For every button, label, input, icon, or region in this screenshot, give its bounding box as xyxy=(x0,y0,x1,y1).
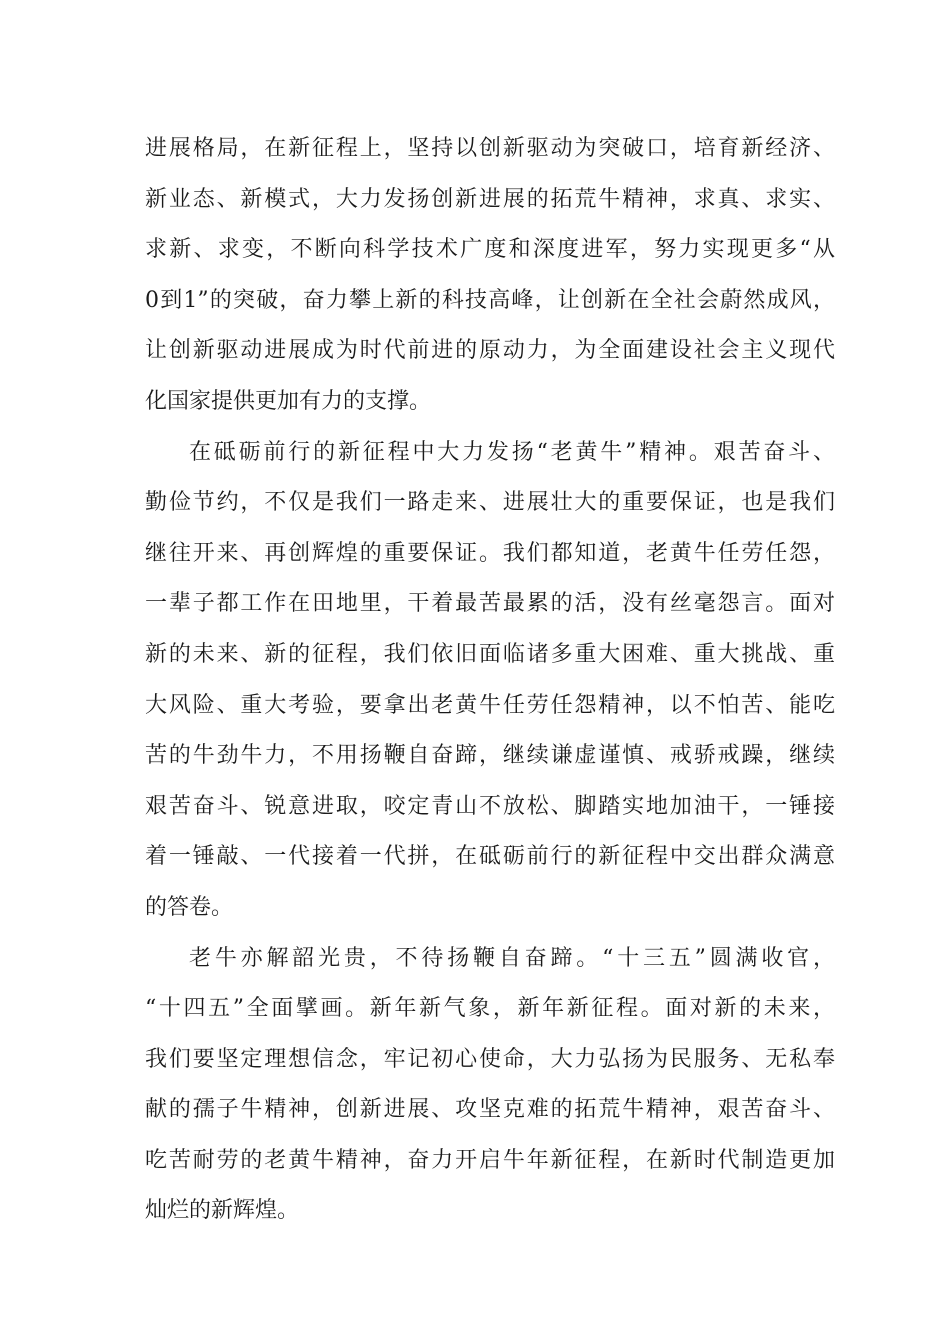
text-line: 老牛亦解韶光贵，不待扬鞭自奋蹄。“十三五”圆满收官， xyxy=(189,945,835,971)
text-line: 灿烂的新辉煌。 xyxy=(145,1198,300,1224)
text-line: 在砥砺前行的新征程中大力发扬“老黄牛”精神。艰苦奋斗、 xyxy=(189,439,835,465)
text-line: 新的未来、新的征程，我们依旧面临诸多重大困难、重大挑战、重 xyxy=(145,641,835,667)
text-line: 我们要坚定理想信念，牢记初心使命，大力弘扬为民服务、无私奉 xyxy=(145,1046,835,1072)
text-line: 的答卷。 xyxy=(145,894,234,920)
text-line: 勤俭节约，不仅是我们一路走来、进展壮大的重要保证，也是我们 xyxy=(145,490,835,516)
text-line: 继往开来、再创辉煌的重要保证。我们都知道，老黄牛任劳任怨， xyxy=(145,540,835,566)
text-line: 大风险、重大考验，要拿出老黄牛任劳任怨精神，以不怕苦、能吃 xyxy=(145,692,835,718)
paragraph-old-ox-spirit xyxy=(145,428,835,934)
text-line: 新业态、新模式，大力发扬创新进展的拓荒牛精神，求真、求实、 xyxy=(145,186,835,212)
text-line: 苦的牛劲牛力，不用扬鞭自奋蹄，继续谦虚谨慎、戒骄戒躁，继续 xyxy=(145,743,835,769)
text-line: 0到1”的突破，奋力攀上新的科技高峰，让创新在全社会蔚然成风， xyxy=(145,287,835,313)
text-line: “十四五”全面擘画。新年新气象，新年新征程。面对新的未来， xyxy=(145,996,835,1022)
text-line: 求新、求变，不断向科学技术广度和深度进军，努力实现更多“从 xyxy=(145,237,835,263)
text-line: 进展格局，在新征程上，坚持以创新驱动为突破口，培育新经济、 xyxy=(145,136,835,161)
paragraph-innovation xyxy=(145,124,835,428)
text-line: 化国家提供更加有力的支撑。 xyxy=(145,388,432,414)
text-line: 让创新驱动进展成为时代前进的原动力，为全面建设社会主义现代 xyxy=(145,338,835,364)
text-line: 献的孺子牛精神，创新进展、攻坚克难的拓荒牛精神，艰苦奋斗、 xyxy=(145,1097,835,1123)
text-line: 吃苦耐劳的老黄牛精神，奋力开启牛年新征程，在新时代制造更加 xyxy=(145,1147,835,1173)
document-body xyxy=(145,124,835,1237)
paragraph-new-year-journey xyxy=(145,934,835,1238)
text-line: 一辈子都工作在田地里，干着最苦最累的活，没有丝毫怨言。面对 xyxy=(145,591,835,617)
text-line: 艰苦奋斗、锐意进取，咬定青山不放松、脚踏实地加油干，一锤接 xyxy=(145,793,835,819)
text-line: 着一锤敲、一代接着一代拼，在砥砺前行的新征程中交出群众满意 xyxy=(145,844,835,870)
